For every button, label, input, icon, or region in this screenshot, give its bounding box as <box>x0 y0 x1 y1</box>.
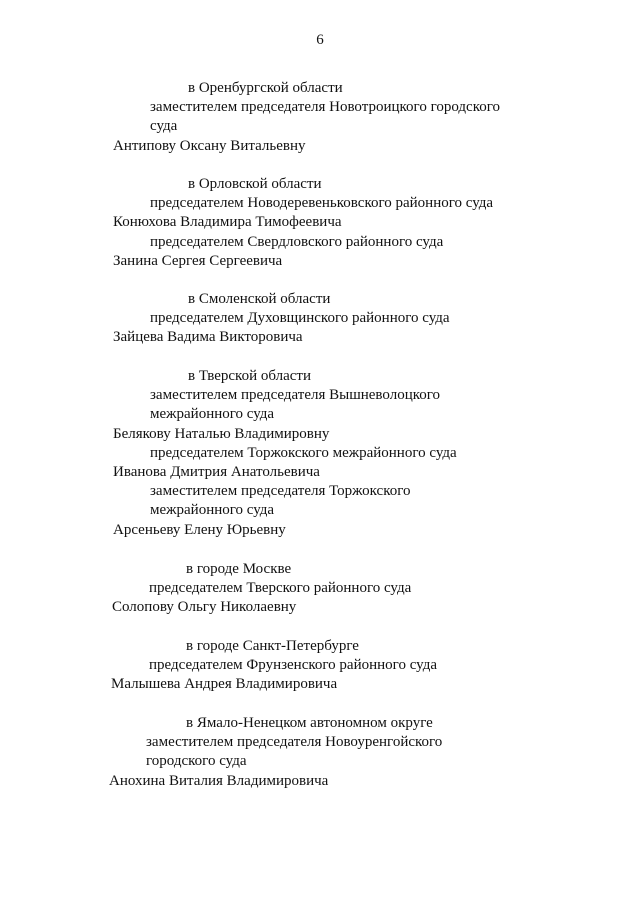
region-section <box>0 714 640 791</box>
position-title: суда <box>150 118 178 135</box>
region-heading: в Орловской области <box>188 176 322 192</box>
position-title: заместителем председателя Новотроицкого городского <box>150 99 501 116</box>
position-title: заместителем председателя Вышневолоцкого <box>150 387 441 404</box>
appointee-name: Зайцева Вадима Викторовича <box>113 329 303 346</box>
appointee-name: Конюхова Владимира Тимофеевича <box>113 214 342 231</box>
appointee-name: Арсеньеву Елену Юрьевну <box>113 521 286 538</box>
region-section <box>0 637 640 695</box>
position-title: председателем Фрунзенского районного суда <box>149 657 437 674</box>
region-heading: в городе Санкт-Петербурге <box>186 638 359 654</box>
page-number: 6 <box>316 32 324 48</box>
region-heading: в Ямало-Ненецком автономном округе <box>186 715 433 731</box>
region-section <box>0 290 640 348</box>
appointee-name: Антипову Оксану Витальевну <box>113 137 306 154</box>
position-title: председателем Свердловского районного суда <box>150 233 444 250</box>
position-title: городского суда <box>146 753 247 770</box>
region-section <box>0 560 640 618</box>
appointee-name: Иванова Дмитрия Анатольевича <box>113 464 320 481</box>
region-section <box>0 79 640 156</box>
position-title: заместителем председателя Торжокского <box>150 483 411 500</box>
region-section <box>0 367 640 540</box>
region-section <box>0 175 640 271</box>
position-title: председателем Тверского районного суда <box>149 580 412 597</box>
position-title: заместителем председателя Новоуренгойского <box>146 734 443 751</box>
appointee-name: Белякову Наталью Владимировну <box>113 425 330 442</box>
appointee-name: Анохина Виталия Владимировича <box>109 772 329 789</box>
appointee-name: Солопову Ольгу Николаевну <box>112 599 297 616</box>
region-heading: в городе Москве <box>186 561 292 577</box>
appointee-name: Малышева Андрея Владимировича <box>111 676 338 693</box>
position-title: председателем Духовщинского районного суда <box>150 310 450 327</box>
region-heading: в Тверской области <box>188 368 312 384</box>
region-heading: в Смоленской области <box>188 291 331 307</box>
position-title: председателем Торжокского межрайонного суда <box>150 444 457 461</box>
position-title: межрайонного суда <box>150 406 275 423</box>
position-title: председателем Новодеревеньковского районного суда <box>150 195 494 212</box>
position-title: межрайонного суда <box>150 502 275 519</box>
region-heading: в Оренбургской области <box>188 80 343 96</box>
appointee-name: Занина Сергея Сергеевича <box>113 252 283 269</box>
